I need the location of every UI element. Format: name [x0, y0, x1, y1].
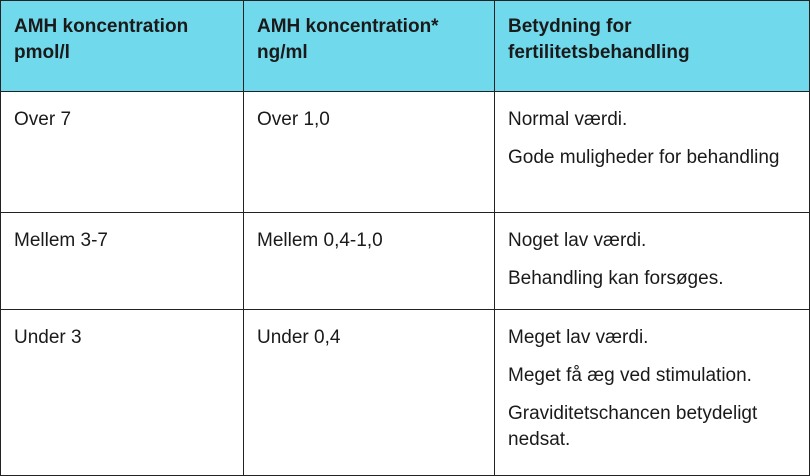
- cell-pmol: Under 3: [1, 310, 244, 476]
- table-row: [1, 213, 810, 310]
- cell-ngml: Mellem 0,4-1,0: [244, 213, 495, 310]
- header-pmol: AMH koncentration pmol/l: [1, 1, 244, 92]
- table-row: [1, 92, 810, 213]
- cell-meaning: [495, 92, 810, 213]
- meaning-line: Graviditetschancen betydeligt nedsat.: [508, 403, 758, 450]
- meaning-line: Noget lav værdi.: [508, 230, 647, 251]
- header-meaning: Betydning for fertilitetsbehandling: [495, 1, 810, 92]
- table-header-row: [1, 1, 810, 92]
- meaning-line: Gode muligheder for behandling: [508, 147, 780, 168]
- meaning-line: Meget få æg ved stimulation.: [508, 365, 752, 386]
- cell-pmol: Mellem 3-7: [1, 213, 244, 310]
- cell-ngml: Over 1,0: [244, 92, 495, 213]
- meaning-line: Behandling kan forsøges.: [508, 268, 724, 289]
- cell-ngml: Under 0,4: [244, 310, 495, 476]
- meaning-line: Normal værdi.: [508, 109, 628, 130]
- header-ngml: AMH koncentration* ng/ml: [244, 1, 495, 92]
- cell-meaning: [495, 213, 810, 310]
- cell-pmol: Over 7: [1, 92, 244, 213]
- cell-meaning: [495, 310, 810, 476]
- table-row: [1, 310, 810, 476]
- meaning-line: Meget lav værdi.: [508, 327, 649, 348]
